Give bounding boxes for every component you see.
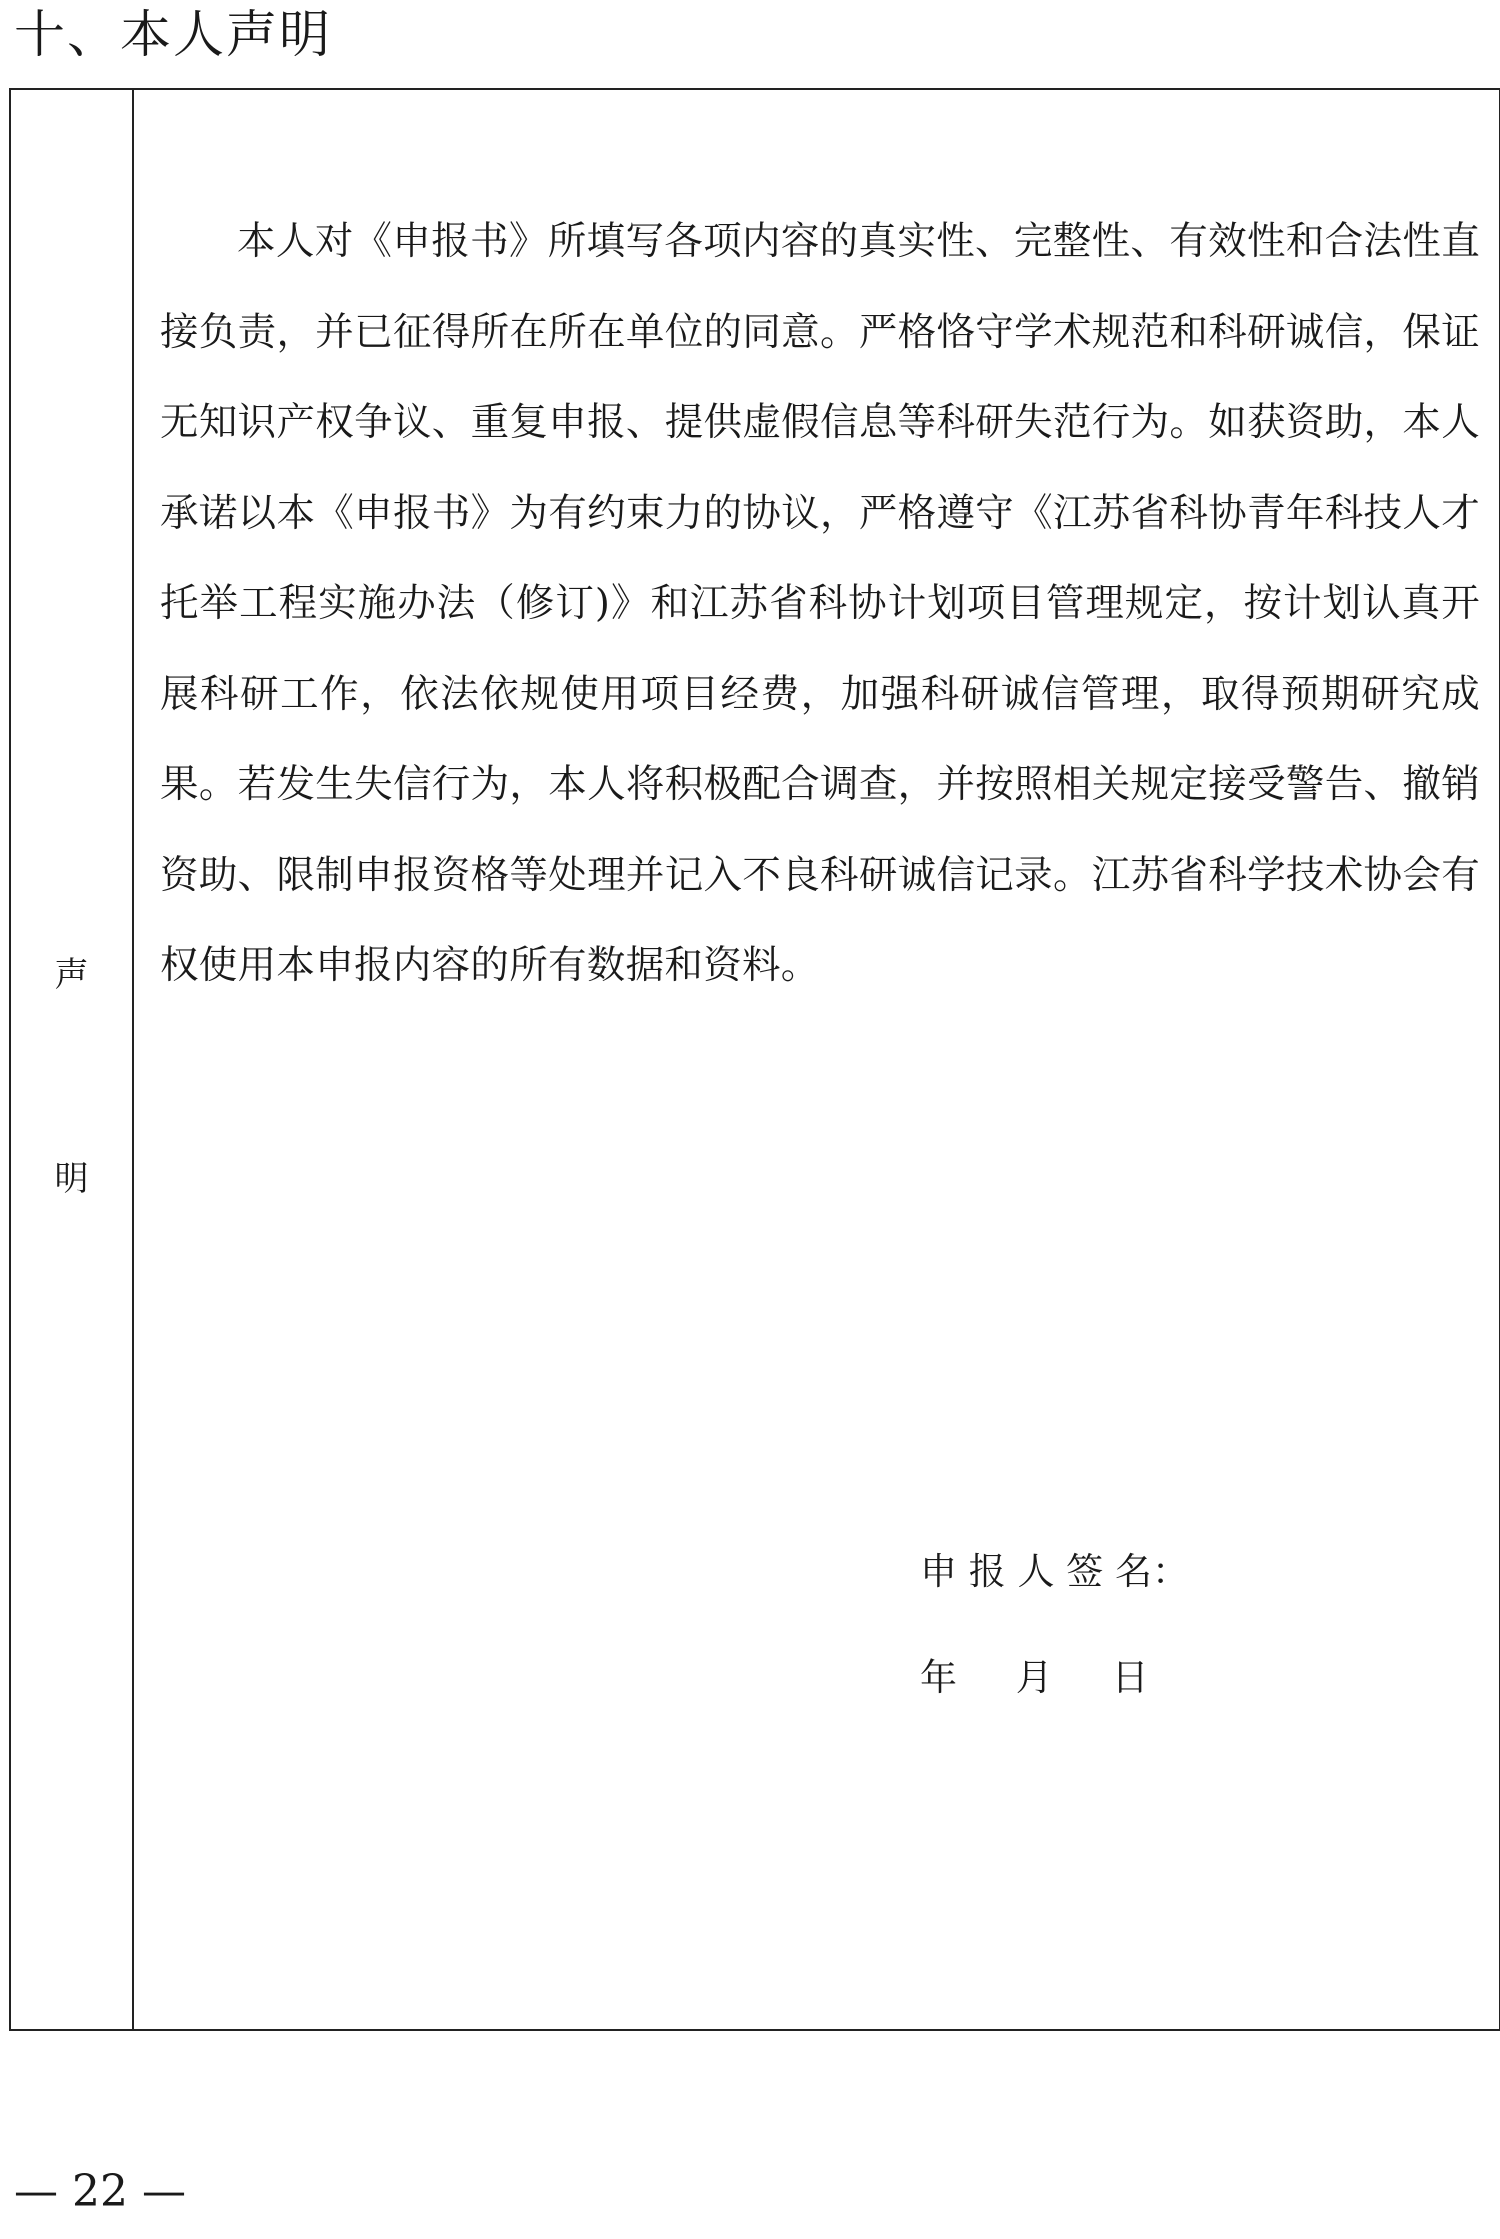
signature-date-label: 年 月 日 — [920, 1656, 1149, 1699]
declaration-label-char: 明 — [54, 1159, 89, 1199]
declaration-label-char: 声 — [54, 955, 89, 995]
applicant-signature-label: 申 报 人 签 名： — [920, 1550, 1190, 1593]
declaration-table — [9, 88, 1500, 2031]
declaration-label-column — [11, 90, 134, 2029]
declaration-content-cell — [134, 90, 1499, 2029]
declaration-statement: 本人对《申报书》所填写各项内容的真实性、完整性、有效性和合法性直接负责，并已征得所在所在单位的同意。严格恪守学术规范和科研诚信，保证无知识产权争议、重复申报、提供虚假信息等科研失范行为。如获资助，本人承诺以本《申报书》为有约束力的协议，严格遵守《江苏省科协青年科技人才托举工程实施办法（修订)》和江苏省科协计划项目管理规定，按计划认真开展科研工作，依法依规使用项目经费，加强科研诚信管理，取得预期研究成果。若发生失信行为，本人将积极配合调查，并按照相关规定接受警告、撤销资助、限制申报资格等处理并记入不良科研诚信记录。江苏省科学技术协会有权使用本申报内容的所有数据和资料。 — [160, 219, 1480, 988]
section-title: 十、本人声明 — [14, 6, 333, 65]
page-number: — 22 — — [14, 2166, 186, 2217]
